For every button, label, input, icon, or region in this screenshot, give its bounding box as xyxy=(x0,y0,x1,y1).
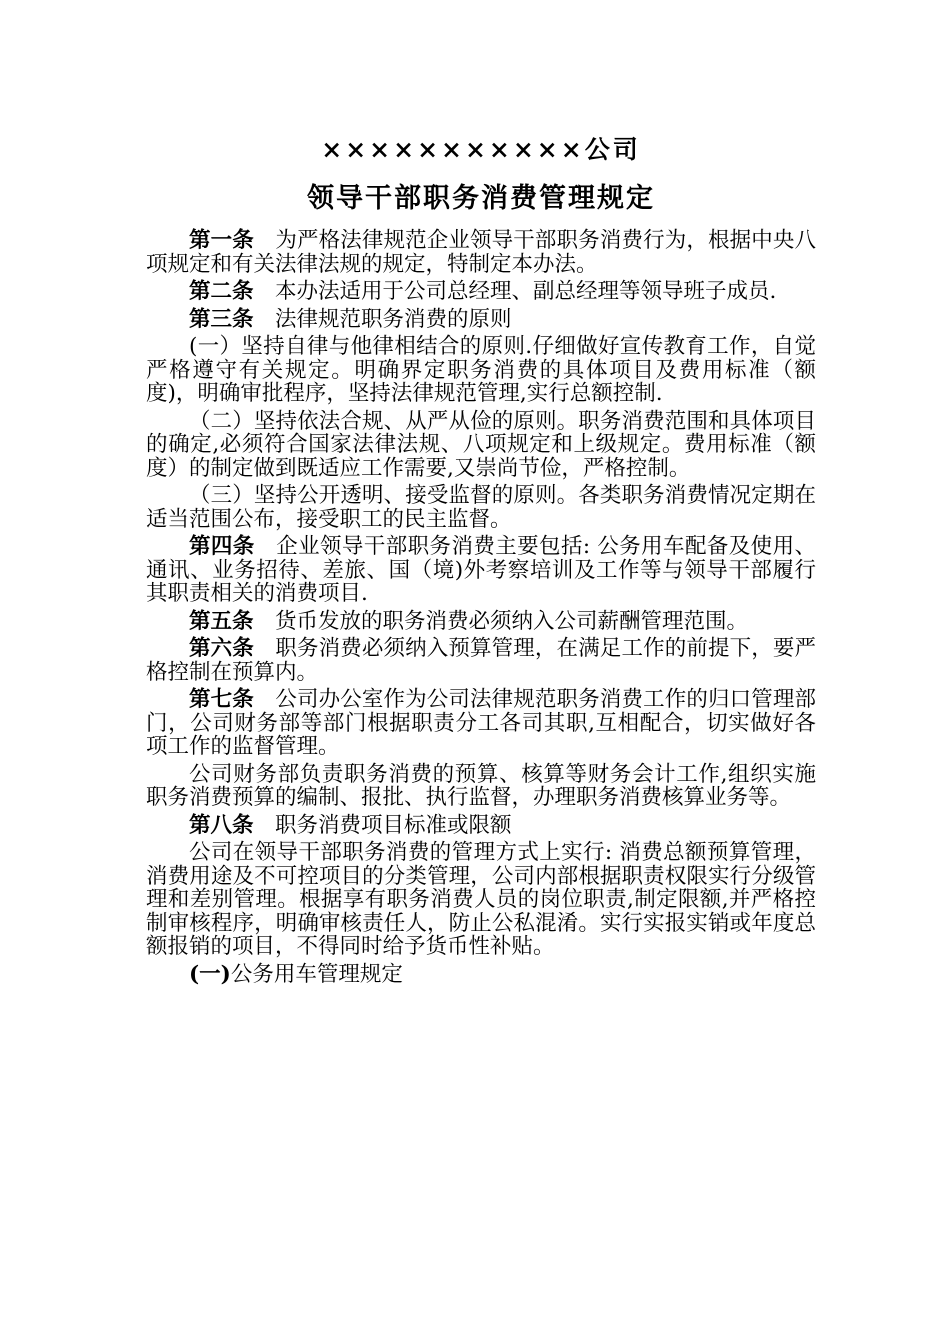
article-text: 职务消费必须纳入预算管理，在满足工作的前提下，要严格控制在预算内。 xyxy=(146,636,816,685)
article-text: 法律规范职务消费的原则 xyxy=(275,306,512,332)
document-page xyxy=(146,130,816,990)
company-name: ×××××××××××公司 xyxy=(321,135,641,164)
article-1 xyxy=(146,229,816,276)
document-title: 领导干部职务消费管理规定 xyxy=(307,183,655,214)
article-8 xyxy=(146,814,816,838)
subheading-marker: (一) xyxy=(189,961,231,987)
article-text: 公司办公室作为公司法律规范职务消费工作的归口管理部门，公司财务部等部门根据职责分工各司其职,互相配合，切实做好各项工作的监督管理。 xyxy=(146,687,816,759)
article-number: 第七条 xyxy=(189,687,254,712)
article-text: 企业领导干部职务消费主要包括: 公务用车配备及使用、通讯、业务招待、差旅、国（境)外考察培训及工作等与领导干部履行其职责相关的消费项目. xyxy=(146,534,816,606)
article-3 xyxy=(146,308,816,332)
article-number: 第三条 xyxy=(189,306,254,332)
principle-3: （三）坚持公开透明、接受监督的原则。各类职务消费情况定期在适当范围公布，接受职工的民主监督。 xyxy=(146,483,816,532)
article-7-finance: 公司财务部负责职务消费的预算、核算等财务会计工作,组织实施职务消费预算的编制、报批、执行监督，办理职务消费核算业务等。 xyxy=(146,761,816,810)
article-number: 第四条 xyxy=(189,534,255,559)
article-text: 货币发放的职务消费必须纳入公司薪酬管理范围。 xyxy=(275,608,749,634)
article-8-body: 公司在领导干部职务消费的管理方式上实行: 消费总额预算管理，消费用途及不可控项目的分类管理，公司内部根据职责权限实行分级管理和差别管理。根据享有职务消费人员的岗位职责,制定限额,并严格控制审核程序，明确审核责任人，防止公私混淆。实行实报实销或年度总额报销的项目，不得同时给予货币性补贴。 xyxy=(146,840,816,959)
article-text: 职务消费项目标准或限额 xyxy=(275,812,512,838)
article-number: 第一条 xyxy=(189,228,254,253)
article-number: 第二条 xyxy=(189,279,254,304)
subheading-text: 公务用车管理规定 xyxy=(230,961,403,987)
article-number: 第八条 xyxy=(189,812,254,838)
principle-2: （二）坚持依法合规、从严从俭的原则。职务消费范围和具体项目的确定,必须符合国家法律法规、八项规定和上级规定。费用标准（额度）的制定做到既适应工作需要,又崇尚节俭，严格控制。 xyxy=(146,408,816,481)
article-2 xyxy=(146,280,816,304)
article-number: 第六条 xyxy=(189,636,254,661)
article-4 xyxy=(146,535,816,606)
article-number: 第五条 xyxy=(189,608,254,634)
article-text: 为严格法律规范企业领导干部职务消费行为，根据中央八项规定和有关法律法规的规定，特制定本办法。 xyxy=(146,228,816,277)
principle-1: (一）坚持自律与他律相结合的原则.仔细做好宣传教育工作，自觉严格遵守有关规定。明确界定职务消费的具体项目及费用标准（额度)，明确审批程序，坚持法律规范管理,实行总额控制. xyxy=(146,334,816,406)
article-text: 本办法适用于公司总经理、副总经理等领导班子成员. xyxy=(275,279,777,304)
subheading-vehicle xyxy=(146,963,816,987)
article-6 xyxy=(146,637,816,684)
article-5 xyxy=(146,610,816,634)
article-7 xyxy=(146,688,816,759)
